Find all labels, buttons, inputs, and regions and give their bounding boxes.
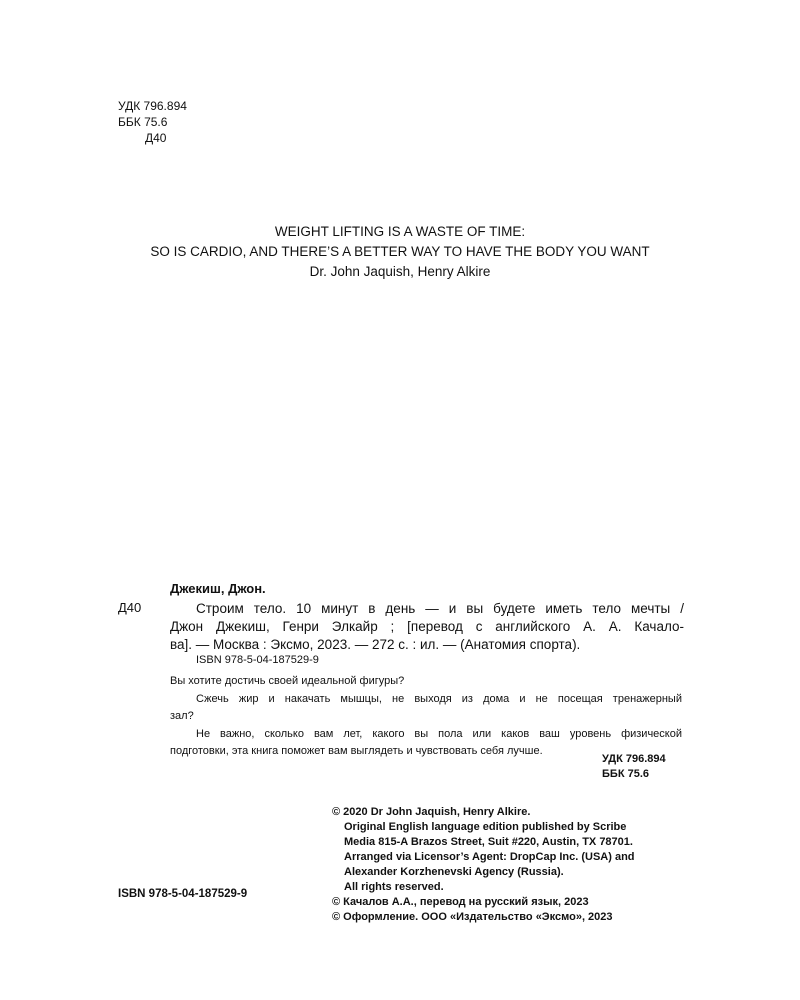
original-title-block <box>0 222 800 282</box>
author-heading: Джекиш, Джон. <box>170 581 266 596</box>
copyright-block <box>332 805 635 925</box>
udk-code: УДК 796.894 <box>118 99 187 113</box>
original-authors: Dr. John Jaquish, Henry Alkire <box>309 264 491 279</box>
author-mark: Д40 <box>145 131 167 145</box>
biblio-line-1: Строим тело. 10 минут в день — и вы будете иметь тело мечты / <box>196 601 684 616</box>
original-title-line-2: SO IS CARDIO, AND THERE’S A BETTER WAY TO HAVE THE BODY YOU WANT <box>150 244 650 259</box>
bbk-code-bottom: ББК 75.6 <box>602 768 649 780</box>
classification-codes-top <box>118 98 187 146</box>
copyright-line-4: Arranged via Licensor’s Agent: DropCap Inc. (USA) and <box>344 851 635 863</box>
isbn-bottom: ISBN 978-5-04-187529-9 <box>118 888 248 900</box>
copyright-line-1: © 2020 Dr John Jaquish, Henry Alkire. <box>332 806 531 818</box>
author-mark-left: Д40 <box>118 600 142 615</box>
original-title-line-1: WEIGHT LIFTING IS A WASTE OF TIME: <box>274 224 526 239</box>
udk-code-bottom: УДК 796.894 <box>602 753 666 765</box>
copyright-design: © Оформление. ООО «Издательство «Эксмо», 2023 <box>332 911 613 923</box>
annotation-paragraph-3-line-2: подготовки, эта книга поможет вам выглядеть и чувствовать себя лучше. <box>170 745 543 757</box>
annotation <box>170 673 682 761</box>
classification-codes-bottom <box>602 752 666 782</box>
copyright-line-3: Media 815-A Brazos Street, Suit #220, Austin, TX 78701. <box>344 836 633 848</box>
copyright-line-6: All rights reserved. <box>344 881 444 893</box>
biblio-line-3: ва]. — Москва : Эксмо, 2023. — 272 с. : ил. — (Анатомия спорта). <box>170 637 581 652</box>
annotation-paragraph-1: Вы хотите достичь своей идеальной фигуры? <box>170 675 405 687</box>
bbk-code: ББК 75.6 <box>118 115 168 129</box>
copyright-translation: © Качалов А.А., перевод на русский язык, 2023 <box>332 896 589 908</box>
annotation-paragraph-2-line-2: зал? <box>170 710 194 722</box>
isbn-line: ISBN 978-5-04-187529-9 <box>196 654 319 666</box>
bibliographic-description <box>170 600 684 654</box>
annotation-paragraph-3-line-1: Не важно, сколько вам лет, какого вы пола или каков ваш уровень физической <box>196 727 682 740</box>
copyright-line-5: Alexander Korzhenevski Agency (Russia). <box>344 866 564 878</box>
copyright-line-2: Original English language edition published by Scribe <box>344 821 627 833</box>
biblio-line-2: Джон Джекиш, Генри Элкайр ; [перевод с английского А. А. Качало- <box>170 619 684 634</box>
annotation-paragraph-2-line-1: Сжечь жир и накачать мышцы, не выходя из дома и не посещая тренажерный <box>196 692 682 705</box>
